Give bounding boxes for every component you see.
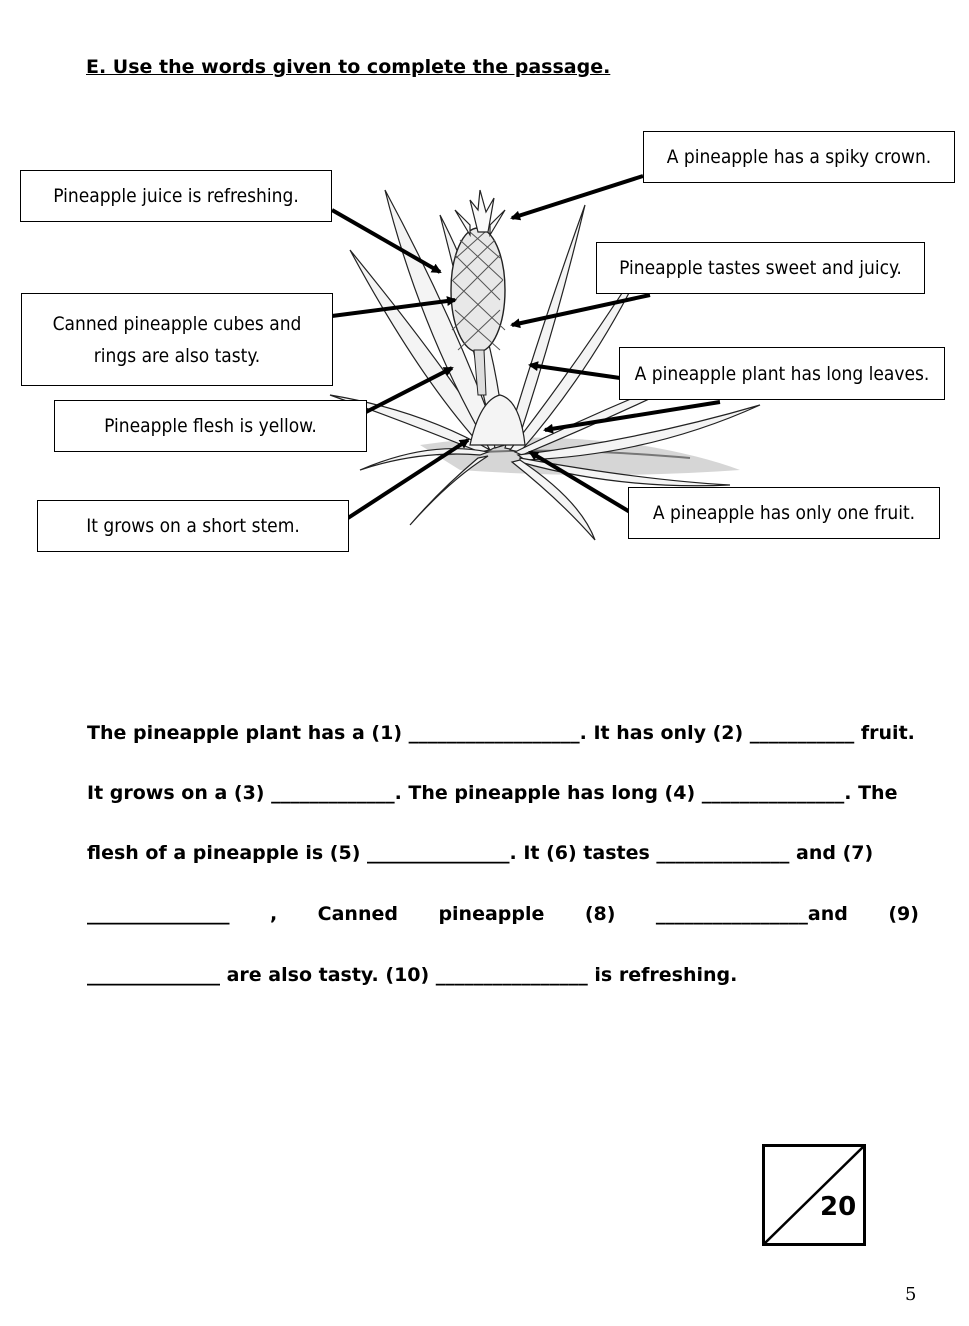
blank: _______________ xyxy=(87,903,230,925)
label-juice xyxy=(20,170,332,222)
number-9: (9) xyxy=(888,903,919,925)
label-short-stem-text: It grows on a short stem. xyxy=(86,515,300,537)
score-total: 20 xyxy=(820,1192,857,1222)
label-long-leaves-text: A pineapple plant has long leaves. xyxy=(634,362,930,385)
passage-line-1: The pineapple plant has a (1) __________________. It has only (2) ___________ fruit. xyxy=(87,722,915,744)
blank-and: ________________and xyxy=(655,903,848,925)
label-canned-line1: Canned pineapple cubes and xyxy=(52,312,302,335)
label-spiky-crown xyxy=(643,131,955,183)
label-sweet-juicy-text: Pineapple tastes sweet and juicy. xyxy=(619,257,902,279)
passage-line-5: ______________ are also tasty. (10) ________________ is refreshing. xyxy=(87,964,738,986)
pineapple-crown xyxy=(455,190,505,235)
label-flesh-yellow-text: Pineapple flesh is yellow. xyxy=(104,415,317,437)
number-8: (8) xyxy=(584,903,616,925)
word-pineapple: pineapple xyxy=(438,903,545,925)
label-one-fruit-text: A pineapple has only one fruit. xyxy=(652,502,916,524)
exercise-title: E. Use the words given to complete the passage. xyxy=(86,56,611,78)
passage-line-2: It grows on a (3) _____________. The pineapple has long (4) _______________. The xyxy=(87,782,898,804)
label-canned xyxy=(21,293,333,386)
label-canned-line2: rings are also tasty. xyxy=(93,344,261,367)
label-sweet-juicy xyxy=(596,242,925,294)
label-long-leaves xyxy=(619,347,945,400)
page-number: 5 xyxy=(905,1284,917,1305)
passage-line-3: flesh of a pineapple is (5) _______________. It (6) tastes ______________ and (7) xyxy=(87,842,874,864)
label-juice-text: Pineapple juice is refreshing. xyxy=(53,185,299,207)
label-short-stem xyxy=(37,500,349,552)
label-one-fruit xyxy=(628,487,940,539)
comma: , xyxy=(269,903,278,925)
pineapple-fruit xyxy=(451,228,505,352)
label-spiky-crown-text: A pineapple has a spiky crown. xyxy=(666,146,932,168)
label-flesh-yellow xyxy=(54,400,367,452)
passage-line-4 xyxy=(87,903,919,925)
word-canned: Canned xyxy=(317,903,398,925)
